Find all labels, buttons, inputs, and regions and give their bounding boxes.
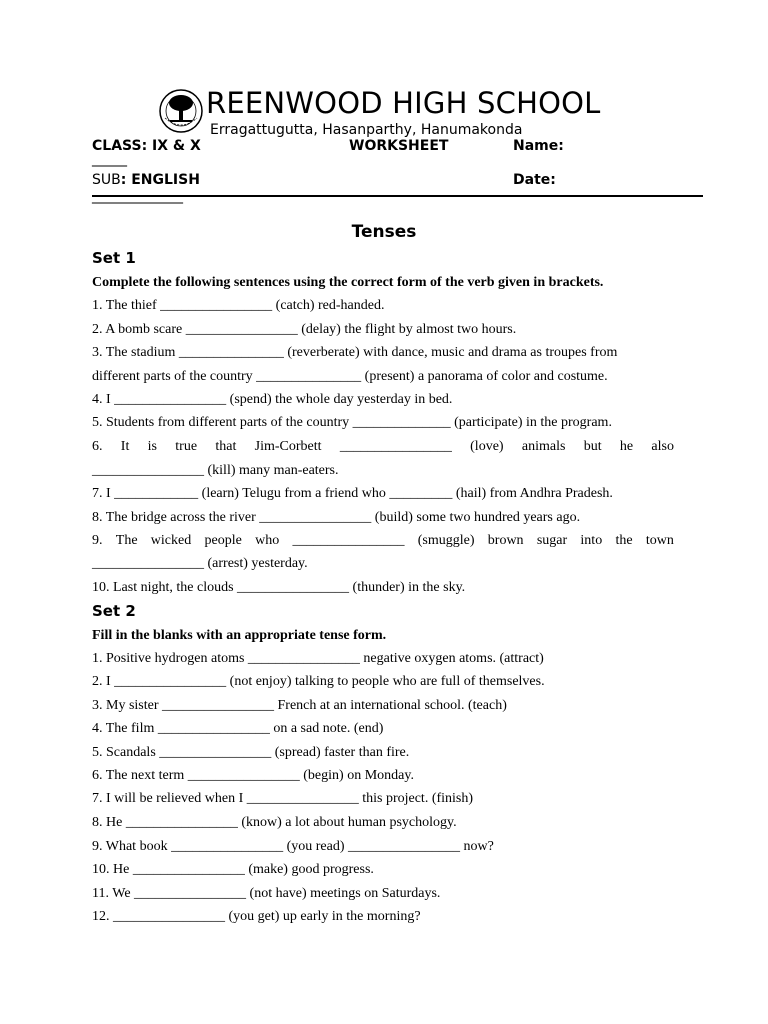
word: sugar — [536, 533, 568, 548]
word: he — [619, 439, 634, 454]
word: also — [651, 439, 674, 454]
word: (smuggle) — [417, 533, 475, 548]
school-name: REENWOOD HIGH SCHOOL — [206, 86, 601, 120]
word: ________________ — [292, 533, 405, 548]
word: that — [215, 439, 237, 454]
word: the — [615, 533, 633, 548]
word: into — [580, 533, 603, 548]
word: is — [147, 439, 157, 454]
name-blank: _____ — [92, 151, 127, 167]
list-item: 8. The bridge across the river ________________ (build) some two hundred years ago. — [92, 510, 581, 525]
word: wicked — [150, 533, 192, 548]
list-item: different parts of the country _______________ (present) a panorama of color and costume. — [92, 369, 608, 384]
list-item: 4. The film ________________ on a sad note. (end) — [92, 721, 384, 736]
list-item: 7. I will be relieved when I ________________ this project. (finish) — [92, 791, 474, 806]
list-item: 8. He ________________ (know) a lot about human psychology. — [92, 815, 457, 830]
word: who — [255, 533, 280, 548]
list-item: 6. The next term ________________ (begin) on Monday. — [92, 768, 414, 783]
class-label: CLASS: IX & X — [92, 138, 201, 154]
date-label: Date: — [513, 172, 556, 188]
word: town — [645, 533, 674, 548]
set1-heading: Set 1 — [92, 249, 136, 267]
word: The — [115, 533, 138, 548]
subject-prefix: SUB — [92, 172, 121, 188]
word: brown — [487, 533, 524, 548]
list-item-justified — [92, 533, 674, 549]
subject-line — [92, 172, 200, 188]
list-item: 5. Scandals ________________ (spread) faster than fire. — [92, 745, 410, 760]
subject-value: : ENGLISH — [120, 172, 200, 188]
list-item: 1. The thief ________________ (catch) red-handed. — [92, 298, 385, 313]
header-divider — [92, 195, 703, 197]
list-item: 10. Last night, the clouds ________________ (thunder) in the sky. — [92, 580, 466, 595]
list-item: 12. ________________ (you get) up early in the morning? — [92, 909, 421, 924]
word: ________________ — [339, 439, 452, 454]
date-blank: _____________ — [92, 188, 183, 204]
word: Jim-Corbett — [254, 439, 322, 454]
list-item: 9. What book ________________ (you read) ________________ now? — [92, 839, 494, 854]
word: animals — [521, 439, 566, 454]
school-logo — [158, 88, 204, 134]
set2-instruction: Fill in the blanks with an appropriate tense form. — [92, 628, 387, 643]
word: It — [120, 439, 130, 454]
worksheet-label: WORKSHEET — [349, 138, 449, 154]
list-item: 2. I ________________ (not enjoy) talking to people who are full of themselves. — [92, 674, 545, 689]
list-item: 2. A bomb scare ________________ (delay) the flight by almost two hours. — [92, 322, 517, 337]
word: 6. — [92, 439, 103, 454]
list-item: 5. Students from different parts of the country ______________ (participate) in the program. — [92, 415, 612, 430]
list-item: 7. I ____________ (learn) Telugu from a friend who _________ (hail) from Andhra Pradesh. — [92, 486, 613, 501]
list-item: ________________ (kill) many man-eaters. — [92, 463, 339, 478]
word: (love) — [470, 439, 504, 454]
list-item: 10. He ________________ (make) good progress. — [92, 862, 374, 877]
school-address: Erragattugutta, Hasanparthy, Hanumakonda — [210, 122, 523, 138]
word: but — [583, 439, 602, 454]
page-title: Tenses — [351, 222, 417, 242]
name-label: Name: — [513, 138, 564, 154]
word: people — [204, 533, 242, 548]
list-item: ________________ (arrest) yesterday. — [92, 556, 308, 571]
set2-heading: Set 2 — [92, 602, 136, 620]
list-item: 11. We ________________ (not have) meetings on Saturdays. — [92, 886, 441, 901]
word: true — [175, 439, 198, 454]
list-item: 1. Positive hydrogen atoms ________________ negative oxygen atoms. (attract) — [92, 651, 544, 666]
set1-instruction: Complete the following sentences using the correct form of the verb given in brackets. — [92, 275, 604, 290]
list-item: 4. I ________________ (spend) the whole day yesterday in bed. — [92, 392, 453, 407]
list-item-justified — [92, 439, 674, 455]
list-item: 3. The stadium _______________ (reverberate) with dance, music and drama as troupes from — [92, 345, 618, 360]
word: 9. — [92, 533, 103, 548]
list-item: 3. My sister ________________ French at an international school. (teach) — [92, 698, 507, 713]
